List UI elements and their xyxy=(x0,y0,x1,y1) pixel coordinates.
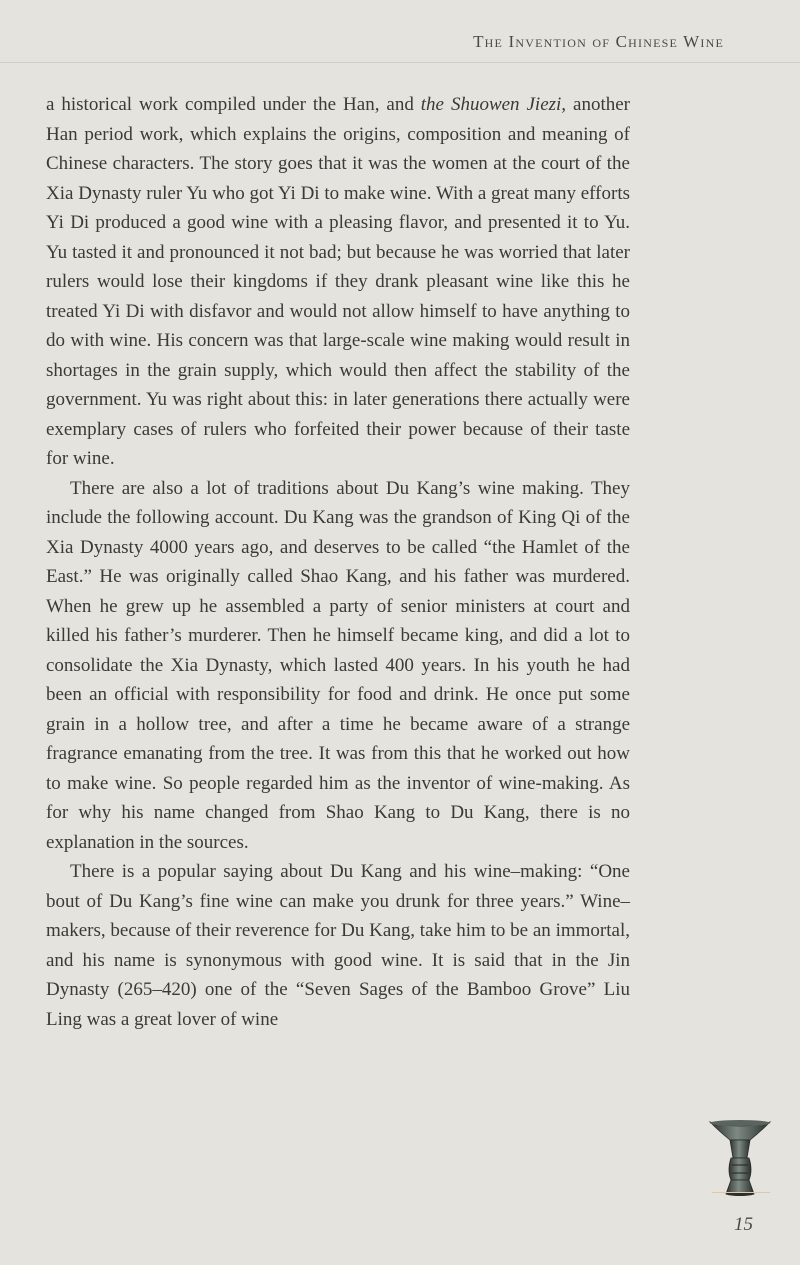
header-divider xyxy=(0,62,800,63)
paragraph-1-rest: another Han period work, which explains the origins, composition and meaning of Chinese characters. The story goes that it was the women at the court of the Xia Dynasty ruler Yu who got Yi Di to make wine. With a great many efforts Yi Di produced a good wine with a pleasing flavor, and presented it to Yu. Yu tasted it and pronounced it not bad; but because he was worried that later rulers would lose their kingdoms if they drank pleasant wine like this he treated Yi Di with disfavor and would not allow himself to have anything to do with wine. His concern was that large-scale wine making would result in shortages in the grain supply, which would then affect the stability of the government. Yu was right about this: in later generations there actually were exemplary cases of rulers who forfeited their power because of their taste for wine. xyxy=(46,94,630,469)
body-text xyxy=(46,90,630,1034)
paragraph-3: There is a popular saying about Du Kang and his wine–making: “One bout of Du Kang’s fine wine can make you drunk for three years.” Wine–makers, because of their reverence for Du Kang, take him to be an immortal, and his name is synonymous with good wine. It is said that in the Jin Dynasty (265–420) one of the “Seven Sages of the Bamboo Grove” Liu Ling was a great lover of wine xyxy=(46,861,630,1030)
paragraph-2: There are also a lot of traditions about Du Kang’s wine making. They include the following account. Du Kang was the grandson of King Qi of the Xia Dynasty 4000 years ago, and deserves to be called “the Hamlet of the East.” He was originally called Shao Kang, and his father was murdered. When he grew up he assembled a party of senior ministers at court and killed his father’s murderer. Then he himself became king, and did a lot to consolidate the Xia Dynasty, which lasted 400 years. In his youth he had been an official with responsibility for food and drink. He once put some grain in a hollow tree, and after a time he became aware of a strange fragrance emanating from the tree. It was from this that he worked out how to make wine. So people regarded him as the inventor of wine-making. As for why his name changed from Shao Kang to Du Kang, there is no explanation in the sources. xyxy=(46,477,630,853)
shuowen-jiezi-title: the Shuowen Jiezi, xyxy=(420,94,567,115)
paragraph-1 xyxy=(46,90,630,474)
paragraph-1-start: a historical work compiled under the Han, and xyxy=(46,94,421,115)
vessel-underline xyxy=(712,1192,770,1193)
running-header: The Invention of Chinese Wine xyxy=(473,32,724,51)
page-number: 15 xyxy=(734,1214,753,1235)
bronze-wine-vessel-icon xyxy=(708,1118,772,1202)
